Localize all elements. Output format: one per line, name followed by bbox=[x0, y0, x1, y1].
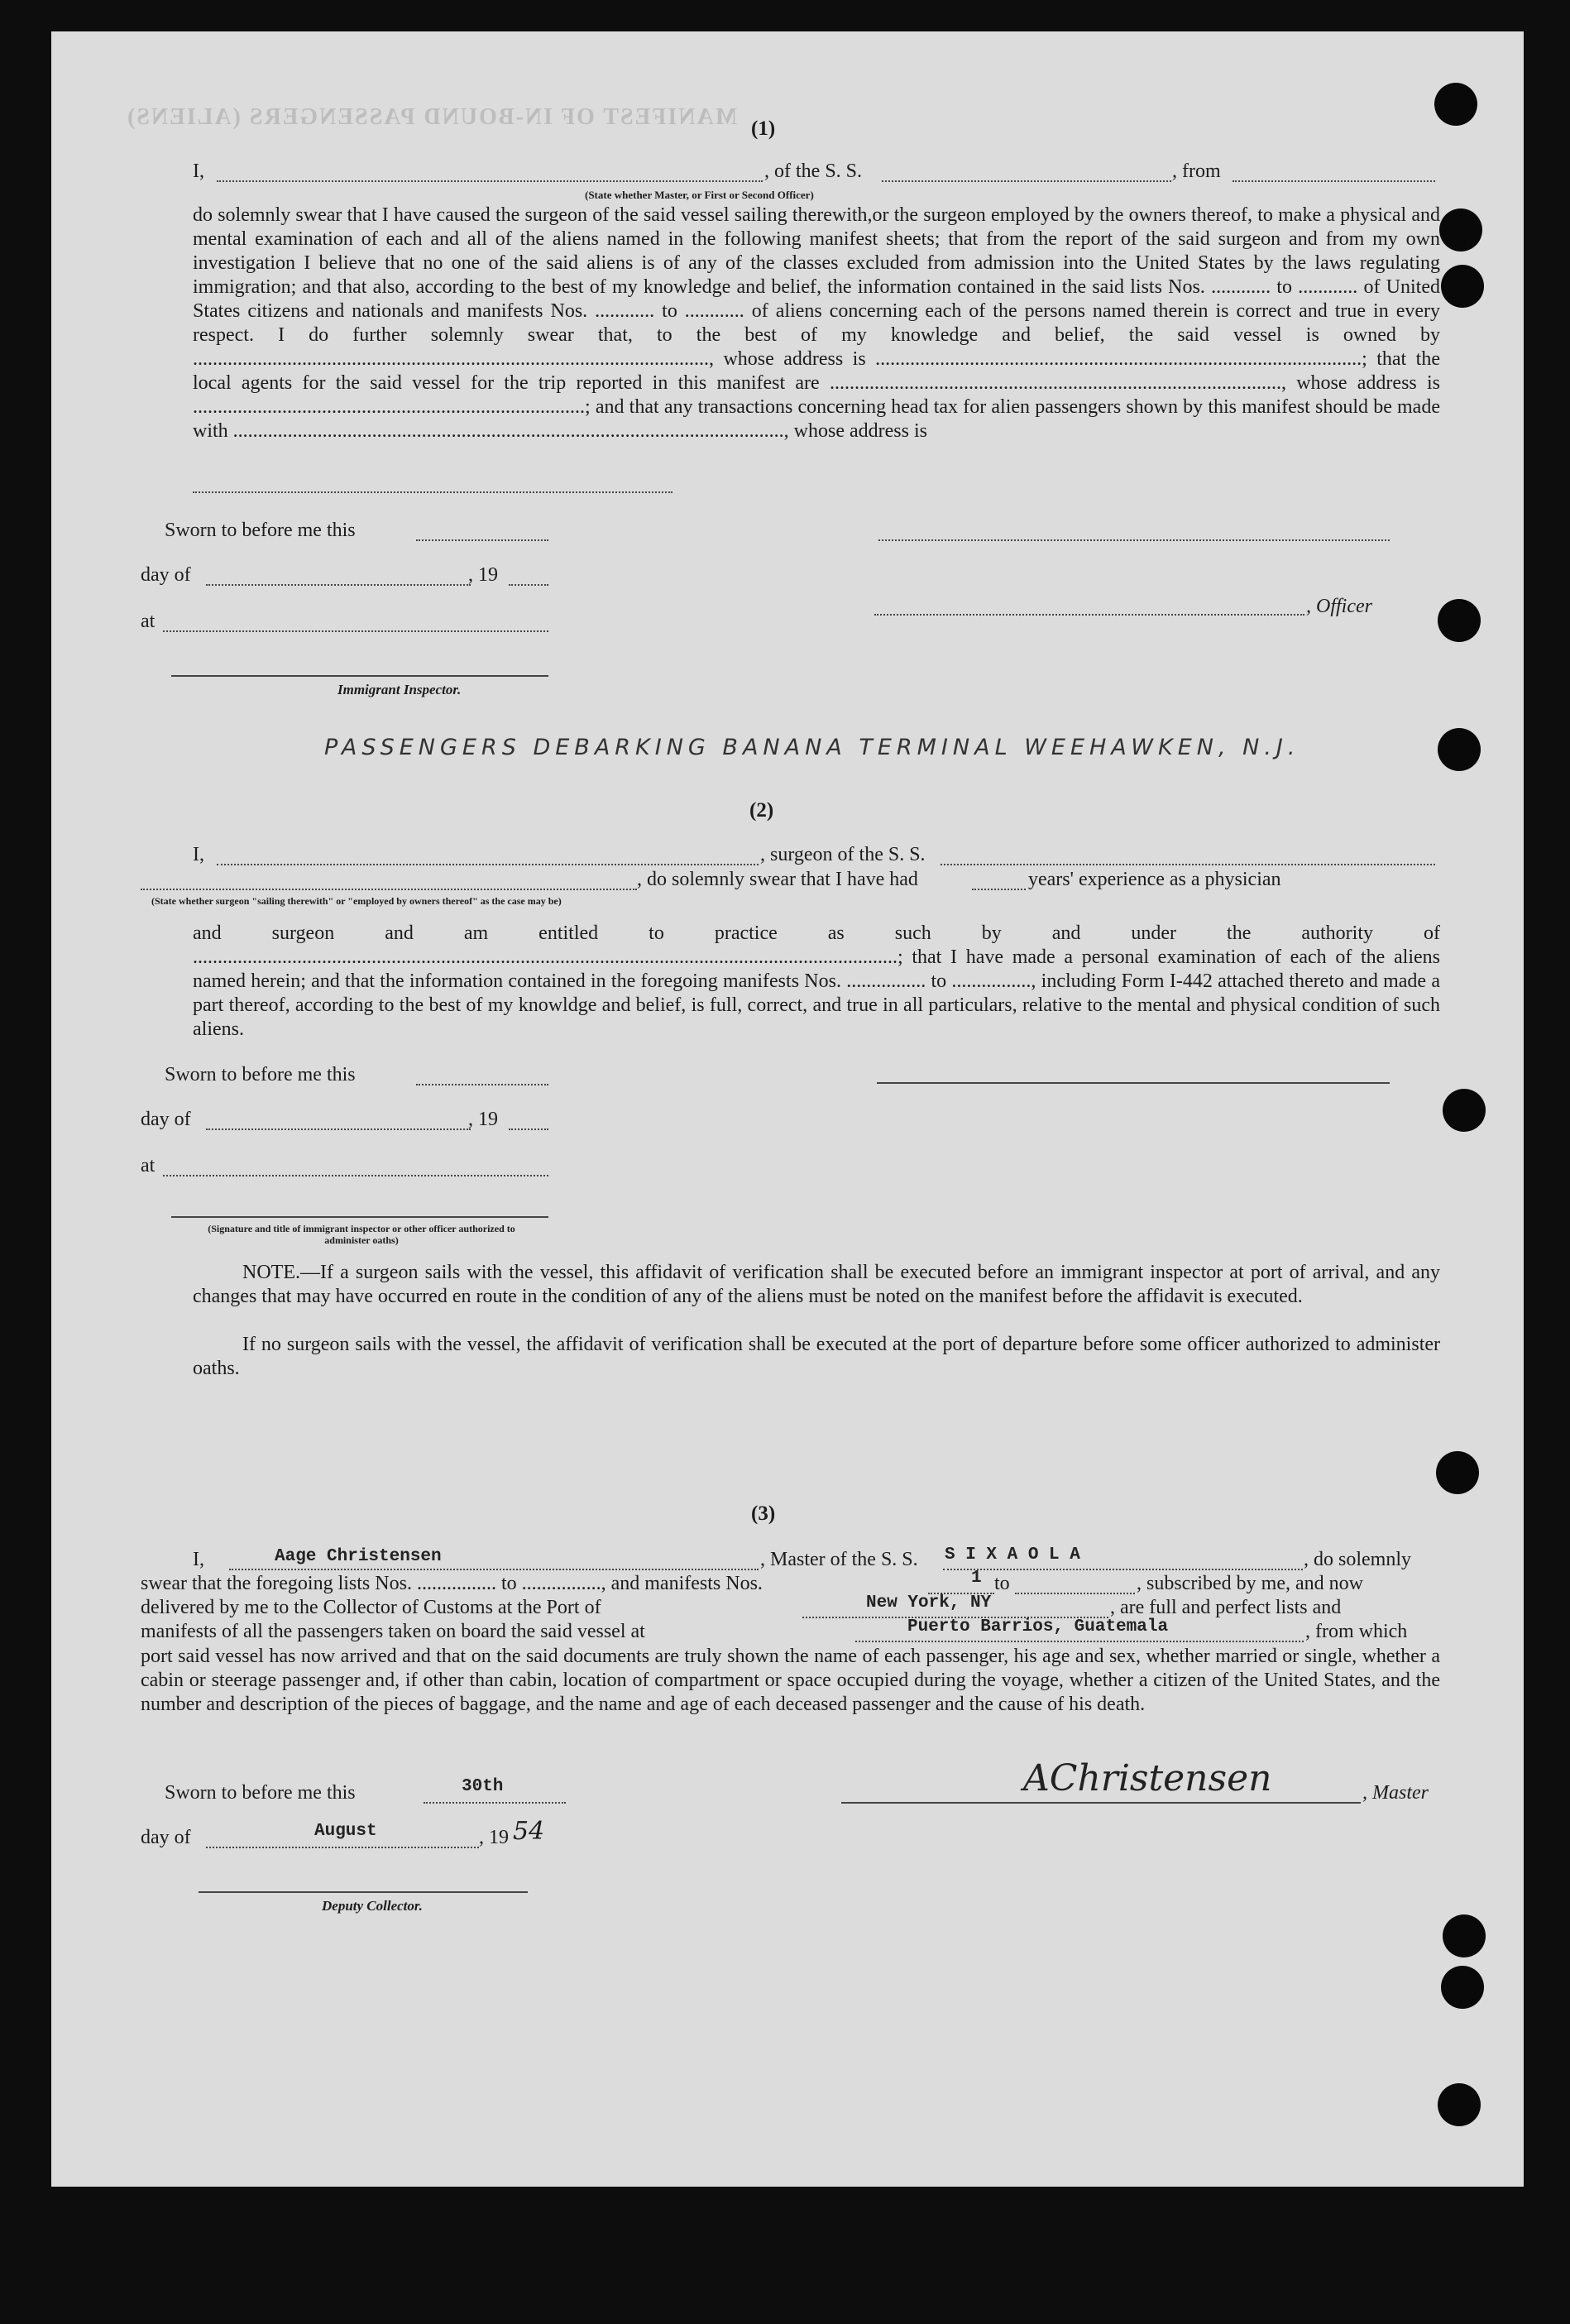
officer-name-line[interactable] bbox=[217, 180, 763, 182]
sworn-day-line-3[interactable] bbox=[424, 1802, 566, 1804]
day-of-line-2[interactable] bbox=[206, 1128, 471, 1130]
officer-label: , Officer bbox=[1306, 596, 1372, 617]
note-1-text: —If a surgeon sails with the vessel, this affidavit of verification shall be executed before an immigrant inspector at port of arrival, and any changes that may have occurred en route in the condition of any of the aliens must be noted on the manifest before the affidavit is executed. bbox=[193, 1262, 1440, 1307]
section-2-number: (2) bbox=[749, 799, 774, 822]
of-ss-label: , of the S. S. bbox=[764, 161, 863, 182]
day-of-label-1: day of bbox=[141, 564, 191, 586]
punch-hole bbox=[1436, 1451, 1479, 1494]
month-line[interactable] bbox=[206, 1847, 479, 1848]
year-line-1[interactable] bbox=[509, 584, 548, 586]
port-value: New York, NY bbox=[866, 1593, 992, 1612]
officer-title-line[interactable] bbox=[874, 614, 1304, 616]
inspector-signature-line[interactable] bbox=[171, 675, 548, 677]
years-experience-label: years' experience as a physician bbox=[1028, 869, 1281, 890]
surgeon-ship-line[interactable] bbox=[941, 864, 1435, 865]
section-3-number: (3) bbox=[751, 1502, 776, 1525]
inspector-label: Immigrant Inspector. bbox=[337, 682, 462, 697]
surgeon-signature-line[interactable] bbox=[877, 1082, 1390, 1084]
note-1 bbox=[193, 1261, 1440, 1309]
day-of-label-3: day of bbox=[141, 1827, 191, 1848]
ship-name-line[interactable] bbox=[882, 180, 1171, 182]
sworn-label-2: Sworn to before me this bbox=[165, 1064, 356, 1085]
sworn-day: 30th bbox=[462, 1777, 504, 1796]
section-2-i: I, bbox=[193, 844, 204, 865]
section-3-line-2: swear that the foregoing lists Nos. ................ to ................, and manifests Nos. bbox=[141, 1573, 763, 1594]
punch-hole bbox=[1434, 83, 1477, 126]
punch-hole bbox=[1438, 599, 1481, 642]
surgeon-note: (State whether surgeon "sailing therewith" or "employed by owners thereof" as the case may be) bbox=[151, 895, 562, 907]
deputy-label: Deputy Collector. bbox=[322, 1898, 423, 1914]
punch-hole bbox=[1443, 1914, 1486, 1957]
deputy-signature-line[interactable] bbox=[199, 1891, 528, 1893]
master-name-line[interactable] bbox=[229, 1569, 759, 1570]
sworn-day-line-1[interactable] bbox=[416, 539, 548, 541]
years-line[interactable] bbox=[972, 889, 1026, 890]
bleed-through-text: MANIFEST OF IN-BOUND PASSENGERS (ALIENS) bbox=[126, 104, 738, 130]
punch-hole bbox=[1439, 208, 1482, 252]
head-tax-address-line[interactable] bbox=[193, 491, 673, 493]
section-3-line-3: delivered by me to the Collector of Customs at the Port of bbox=[141, 1597, 601, 1618]
oath-officer-signature-line[interactable] bbox=[171, 1216, 548, 1218]
solemnly-swear-label: , do solemnly swear that I have had bbox=[637, 869, 918, 890]
section-3-i: I, bbox=[193, 1549, 204, 1570]
punch-hole bbox=[1438, 728, 1481, 771]
section-1-number: (1) bbox=[751, 117, 776, 140]
section-1-i: I, bbox=[193, 161, 204, 182]
surgeon-name-line[interactable] bbox=[217, 864, 759, 865]
punch-hole bbox=[1441, 265, 1484, 308]
full-perfect-label: , are full and perfect lists and bbox=[1110, 1597, 1342, 1618]
year-label-2: , 19 bbox=[468, 1109, 498, 1130]
officer-signature-line[interactable] bbox=[878, 539, 1390, 541]
ship-line-3[interactable] bbox=[943, 1569, 1303, 1570]
section-3-line-4: manifests of all the passengers taken on board the said vessel at bbox=[141, 1621, 645, 1642]
origin-port: Puerto Barrios, Guatemala bbox=[907, 1617, 1169, 1636]
year-line-2[interactable] bbox=[509, 1128, 548, 1130]
from-label: , from bbox=[1172, 161, 1221, 182]
year-label-3: , 19 bbox=[479, 1827, 509, 1848]
sworn-label-1: Sworn to before me this bbox=[165, 520, 356, 541]
master-label: , Master bbox=[1362, 1782, 1429, 1804]
master-name: Aage Christensen bbox=[275, 1547, 442, 1566]
punch-hole bbox=[1443, 1089, 1486, 1132]
section-2-body: and surgeon and am entitled to practice as such by and under the authority of ..............................................................................................................................................; that I have made a personal examination of each of the aliens named herein; and that the information contained in the foregoing manifests Nos. ................ to ................, including Form I-442 attached thereto and made a part thereof, according to the best of my knowldge and belief, is full, correct, and true in all particulars, relative to the mental and physical condition of such aliens. bbox=[193, 922, 1440, 1040]
note-label: NOTE. bbox=[242, 1262, 300, 1283]
ship-name: S I X A O L A bbox=[945, 1545, 1080, 1565]
at-line-2[interactable] bbox=[163, 1175, 548, 1176]
section-1-body: do solemnly swear that I have caused the surgeon of the said vessel sailing therewith,or the surgeon employed by the owners thereof, to make a physical and mental examination of each and all of the aliens named in the following manifest sheets; that from the report of the said surgeon and from my own investigation I believe that no one of the said aliens is of any of the classes excluded from admission into the United States by the laws regulating immigration; and that also, according to the best of my knowledge and belief, the information contained in the said lists Nos. ............ to ............ of United States citizens and nationals and manifests Nos. ............ to ............ of aliens concerning each of the persons named therein is correct and true in every respect. I do further solemnly swear that, to the best of my knowledge and belief, the said vessel is owned by ........................................................................................................, whose address is ..................................................................................................; that the local agents for the said vessel for the trip reported in this manifest are ..........................................................................................., whose address is ...............................................................................; and that any transactions concerning head tax for alien passengers shown by this manifest should be made with ..............................................................................................................., whose address is bbox=[193, 204, 1440, 442]
section-3-body: port said vessel has now arrived and that on the said documents are truly shown the name of each passenger, his age and sex, whether married or single, whether a cabin or steerage passenger and, if other than cabin, location of compartment or space occupied during the voyage, whether a citizen of the United States, and the number and description of the pieces of baggage, and the name and age of each deceased passenger and the cause of his death. bbox=[141, 1646, 1440, 1715]
at-label-1: at bbox=[141, 611, 156, 632]
officer-note: (State whether Master, or First or Second Officer) bbox=[585, 189, 814, 201]
solemnly-label: , do solemnly bbox=[1304, 1549, 1411, 1570]
surgeon-of-ss-label: , surgeon of the S. S. bbox=[760, 844, 926, 865]
sworn-day-line-2[interactable] bbox=[416, 1084, 548, 1085]
manifest-from: 1 bbox=[971, 1569, 982, 1588]
oath-officer-note: (Signature and title of immigrant inspector or other officer authorized to administer oaths) bbox=[208, 1223, 515, 1246]
sworn-label-3: Sworn to before me this bbox=[165, 1782, 356, 1804]
manifest-to-label: to bbox=[994, 1573, 1010, 1594]
punch-hole bbox=[1441, 1966, 1484, 2009]
manifest-to-line[interactable] bbox=[1015, 1593, 1135, 1594]
manifest-page bbox=[51, 31, 1524, 2187]
from-which-label: , from which bbox=[1305, 1621, 1408, 1642]
year-label-1: , 19 bbox=[468, 564, 498, 586]
master-signature: AChristensen bbox=[1023, 1757, 1272, 1799]
punch-hole bbox=[1438, 2083, 1481, 2126]
at-line-1[interactable] bbox=[163, 630, 548, 632]
day-of-line-1[interactable] bbox=[206, 584, 471, 586]
master-of-label: , Master of the S. S. bbox=[760, 1549, 918, 1570]
at-label-2: at bbox=[141, 1155, 156, 1176]
subscribed-label: , subscribed by me, and now bbox=[1137, 1573, 1363, 1594]
day-of-label-2: day of bbox=[141, 1109, 191, 1130]
surgeon-type-line[interactable] bbox=[141, 889, 637, 890]
from-line[interactable] bbox=[1233, 180, 1435, 182]
handwritten-debarking-note: PASSENGERS DEBARKING BANANA TERMINAL WEEHAWKEN, N.J. bbox=[324, 735, 1300, 760]
month: August bbox=[314, 1822, 377, 1841]
note-2: If no surgeon sails with the vessel, the affidavit of verification shall be executed at the port of departure before some officer authorized to administer oaths. bbox=[193, 1334, 1440, 1379]
master-signature-line[interactable] bbox=[841, 1802, 1361, 1804]
year-suffix: 54 bbox=[513, 1817, 545, 1846]
origin-line[interactable] bbox=[855, 1641, 1304, 1642]
